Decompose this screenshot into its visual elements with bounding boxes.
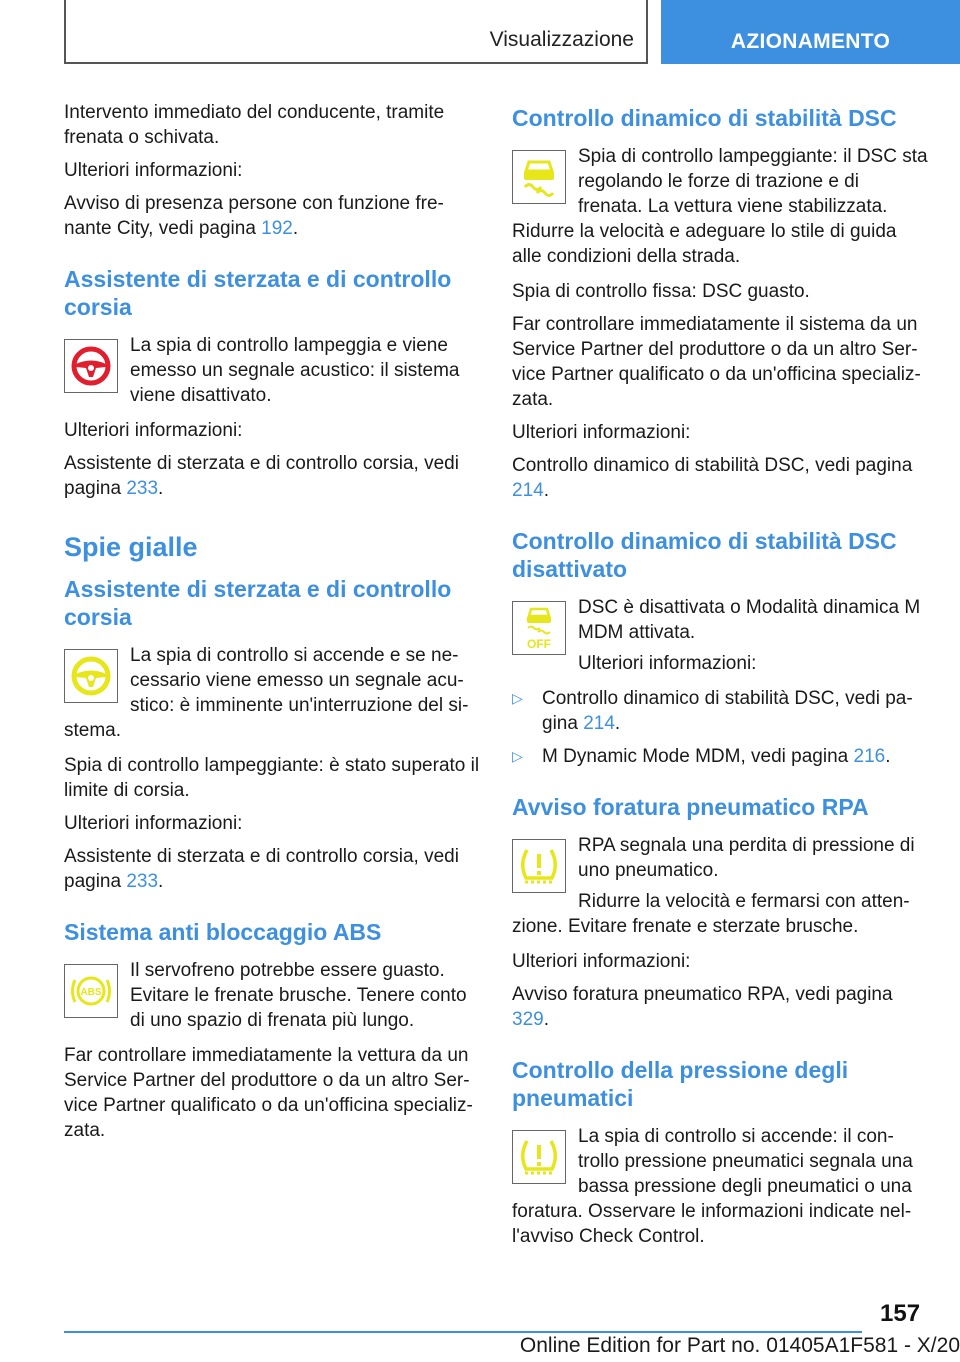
reference-text: Controllo dinamico di stabilità DSC, vedi pagina xyxy=(542,688,913,734)
abs-icon xyxy=(64,964,118,1018)
warning-flash-text: Spia di controllo lampeggiante: è stato superato il limite di corsia. xyxy=(64,755,480,801)
more-info-label: Ulteriori informazioni: xyxy=(64,813,243,834)
page-link[interactable]: 233 xyxy=(126,478,159,499)
reference-end: . xyxy=(158,478,164,499)
reference-paragraph xyxy=(64,191,482,241)
warning-block xyxy=(512,1124,928,1255)
footer-divider xyxy=(64,1331,862,1333)
dsc-off-icon xyxy=(512,601,566,655)
more-info-label: Ulteriori informazioni: xyxy=(512,951,691,972)
list-item xyxy=(512,744,928,769)
reference-text: Assistente di sterzata e di controllo corsia, vedi pagina xyxy=(64,846,459,892)
right-column xyxy=(512,100,928,1259)
section-heading: Controllo dinamico di stabilità DSC xyxy=(512,105,897,131)
warning-block xyxy=(512,595,928,682)
warning-block xyxy=(512,833,928,945)
reference-text: Avviso foratura pneumatico RPA, vedi pagina xyxy=(512,984,893,1005)
reference-text: Assistente di sterzata e di controllo corsia, vedi pagina xyxy=(64,453,459,499)
reference-paragraph xyxy=(512,453,928,503)
section-heading: Assistente di sterzata e di controllo corsia xyxy=(64,576,452,630)
reference-paragraph xyxy=(512,982,928,1032)
reference-end: . xyxy=(885,746,891,767)
section-heading: Controllo della pressione degli pneumatici xyxy=(512,1057,849,1111)
reference-text: Avviso di presenza persone con funzione frenante City, vedi pagina xyxy=(64,193,444,239)
warning-block xyxy=(64,643,482,749)
dsc-off-icon-label: OFF xyxy=(527,637,551,651)
left-column xyxy=(64,100,482,1151)
reference-end: . xyxy=(614,713,621,734)
page-number: 157 xyxy=(880,1300,921,1327)
page-link[interactable]: 216 xyxy=(853,746,886,767)
warning-steady-text: Spia di controllo fissa: DSC guasto. xyxy=(512,281,810,302)
tire-warning-icon xyxy=(512,839,566,893)
warning-text: Spia di controllo lampeggiante: il DSC sta regolando le forze di trazione e di frenata. La vettura viene stabilizzata. Ridurre la velocità e adeguare lo stile di guida alle condizioni della strada. xyxy=(512,146,928,267)
triangle-bullet-icon: ▷ xyxy=(512,690,523,706)
warning-block xyxy=(64,958,482,1039)
tire-warning-icon xyxy=(512,1130,566,1184)
more-info-label: Ulteriori informazioni: xyxy=(64,420,243,441)
reference-end: . xyxy=(158,871,164,892)
section-heading: Assistente di sterzata e di controllo corsia xyxy=(64,266,452,320)
instruction-text: Far controllare immediatamente la vettura da un Service Partner del produttore o da un altro Service Partner qualificato o da un'officina specializzata. xyxy=(64,1045,473,1141)
warning-text: RPA segnala una perdita di pressione di uno pneumatico. xyxy=(578,835,915,881)
more-info-label: Ulteriori informazioni: xyxy=(578,653,757,674)
section-heading: Controllo dinamico di stabilità DSC disattivato xyxy=(512,528,897,582)
warning-text: La spia di controllo lampeggia e viene emesso un segnale acustico: il sistema viene disattivato. xyxy=(130,335,460,406)
instruction-text: Far controllare immediatamente il sistema da un Service Partner del produttore o da un altro Service Partner qualificato o da un'officina specializzata. xyxy=(512,314,921,410)
warning-block xyxy=(64,333,482,414)
warning-text: DSC è disattivata o Modalità dinamica M MDM attivata. xyxy=(578,597,921,643)
intro-paragraph: Intervento immediato del conducente, tramite frenata o schivata. xyxy=(64,102,445,148)
instruction-text: Ridurre la velocità e fermarsi con attenzione. Evitare frenate e sterzate brusche. xyxy=(512,891,910,937)
section-heading: Avviso foratura pneumatico RPA xyxy=(512,794,869,820)
warning-text: La spia di controllo si accende: il controllo pressione pneumatici segnala una bassa pressione degli pneumatici o una foratura. Osservare le informazioni indicate nell'avviso Check Control. xyxy=(512,1126,913,1247)
reference-end: . xyxy=(543,1009,549,1030)
page-link[interactable]: 192 xyxy=(261,218,293,239)
page-link[interactable]: 329 xyxy=(512,1009,544,1030)
section-main-heading: Spie gialle xyxy=(64,532,198,562)
triangle-bullet-icon: ▷ xyxy=(512,748,523,764)
more-info-label: Ulteriori informazioni: xyxy=(64,160,243,181)
header-section-title: Visualizzazione xyxy=(489,28,634,51)
header-chapter-tab[interactable]: AZIONAMENTO xyxy=(661,0,960,64)
reference-end: . xyxy=(543,480,549,501)
page-link[interactable]: 214 xyxy=(583,713,615,734)
reference-end: . xyxy=(292,218,299,239)
reference-paragraph xyxy=(64,451,482,501)
warning-block xyxy=(512,144,928,275)
more-info-label: Ulteriori informazioni: xyxy=(512,422,691,443)
steering-wheel-icon xyxy=(64,649,118,703)
reference-paragraph xyxy=(64,844,482,894)
page-link[interactable]: 214 xyxy=(512,480,544,501)
section-heading: Sistema anti bloccaggio ABS xyxy=(64,919,382,945)
page-link[interactable]: 233 xyxy=(126,871,159,892)
dsc-car-icon xyxy=(512,150,566,204)
steering-wheel-icon xyxy=(64,339,118,393)
reference-text: M Dynamic Mode MDM, vedi pagina xyxy=(542,746,854,767)
abs-icon-label: ABS xyxy=(80,987,102,998)
reference-text: Controllo dinamico di stabilità DSC, vedi pagina xyxy=(512,455,913,476)
list-item xyxy=(512,686,928,736)
footer-edition-text: Online Edition for Part no. 01405A1F581 - X/20 xyxy=(519,1334,960,1357)
reference-list xyxy=(512,686,928,769)
warning-text: La spia di controllo si accende e se necessario viene emesso un segnale acustico: è imminente un'interruzione del sistema. xyxy=(64,645,469,741)
warning-text: Il servofreno potrebbe essere guasto. Evitare le frenate brusche. Tenere conto di uno spazio di frenata più lungo. xyxy=(130,960,467,1031)
